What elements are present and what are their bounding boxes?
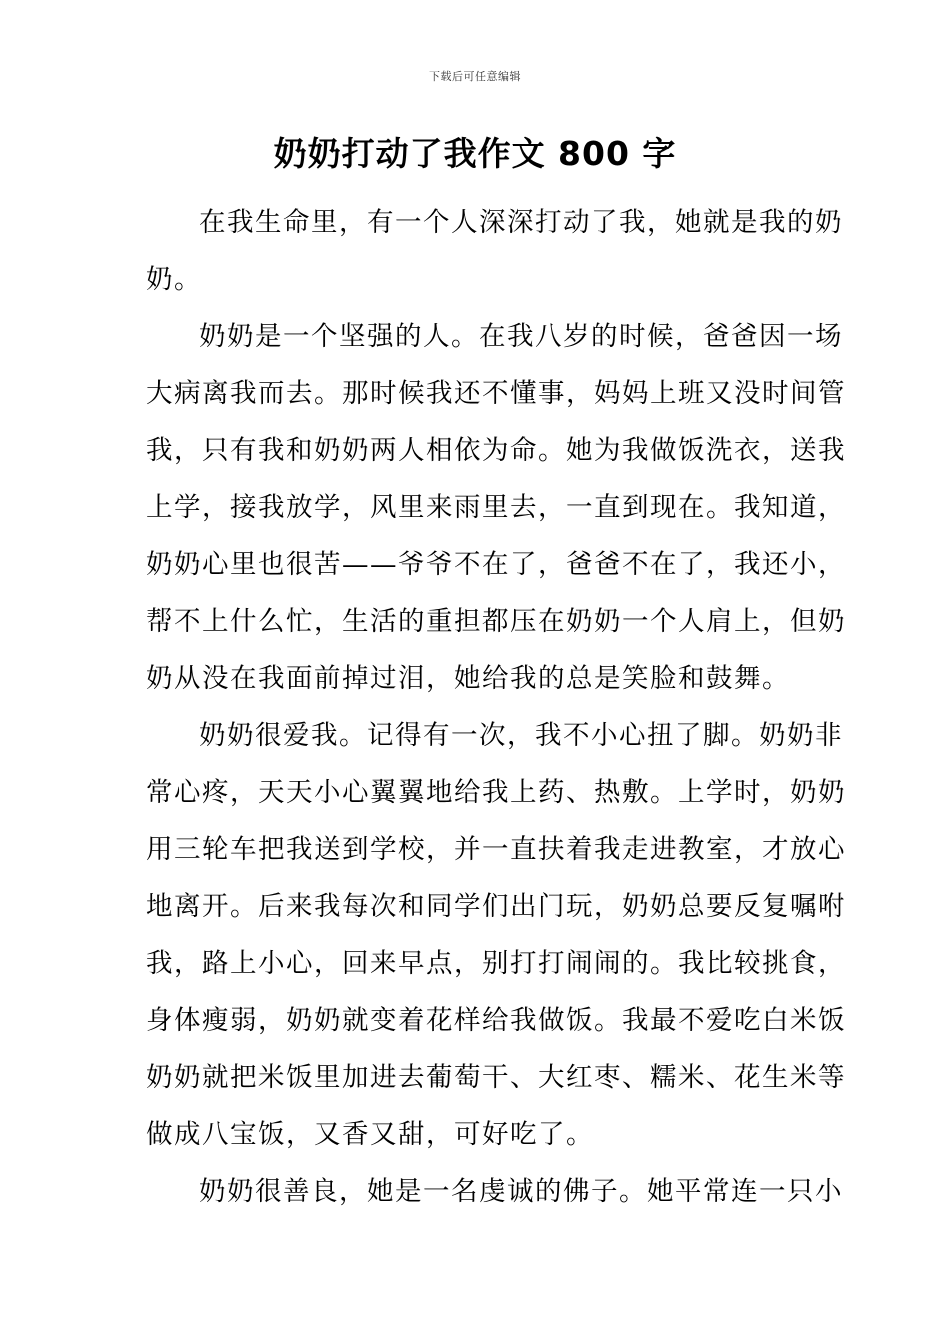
- header-note: 下载后可任意编辑: [429, 70, 521, 83]
- text-line: 用三轮车把我送到学校，并一直扶着我走进教室，才放心: [146, 834, 846, 865]
- text-line: 帮不上什么忙，生活的重担都压在奶奶一个人肩上，但奶: [146, 606, 846, 637]
- paragraph-1: [146, 194, 843, 308]
- paragraph-2: [146, 308, 846, 707]
- text-line: 奶奶心里也很苦——爷爷不在了，爸爸不在了，我还小，: [146, 549, 846, 580]
- text-line: 我，只有我和奶奶两人相依为命。她为我做饭洗衣，送我: [146, 435, 846, 466]
- text-line: 身体瘦弱，奶奶就变着花样给我做饭。我最不爱吃白米饭: [146, 1005, 846, 1036]
- text-line: 奶。: [146, 264, 202, 295]
- document-title: 奶奶打动了我作文 800 字: [273, 134, 677, 173]
- text-line: 奶奶就把米饭里加进去葡萄干、大红枣、糯米、花生米等: [146, 1062, 846, 1093]
- text-line: 地离开。后来我每次和同学们出门玩，奶奶总要反复嘱咐: [146, 891, 846, 922]
- paragraph-4: [146, 1163, 843, 1220]
- text-line: 上学，接我放学，风里来雨里去，一直到现在。我知道，: [146, 492, 846, 523]
- text-line: 奶奶是一个坚强的人。在我八岁的时候，爸爸因一场: [199, 321, 843, 352]
- text-line: 在我生命里，有一个人深深打动了我，她就是我的奶: [199, 207, 843, 238]
- text-line: 做成八宝饭，又香又甜，可好吃了。: [146, 1119, 594, 1150]
- text-line: 奶奶很爱我。记得有一次，我不小心扭了脚。奶奶非: [199, 720, 843, 751]
- text-line: 我，路上小心，回来早点，别打打闹闹的。我比较挑食，: [146, 948, 846, 979]
- text-line: 奶从没在我面前掉过泪，她给我的总是笑脸和鼓舞。: [146, 663, 790, 694]
- text-line: 奶奶很善良，她是一名虔诚的佛子。她平常连一只小: [199, 1176, 843, 1207]
- text-line: 常心疼，天天小心翼翼地给我上药、热敷。上学时，奶奶: [146, 777, 846, 808]
- body-text: [146, 194, 846, 1220]
- text-line: 大病离我而去。那时候我还不懂事，妈妈上班又没时间管: [146, 378, 846, 409]
- paragraph-3: [146, 707, 846, 1163]
